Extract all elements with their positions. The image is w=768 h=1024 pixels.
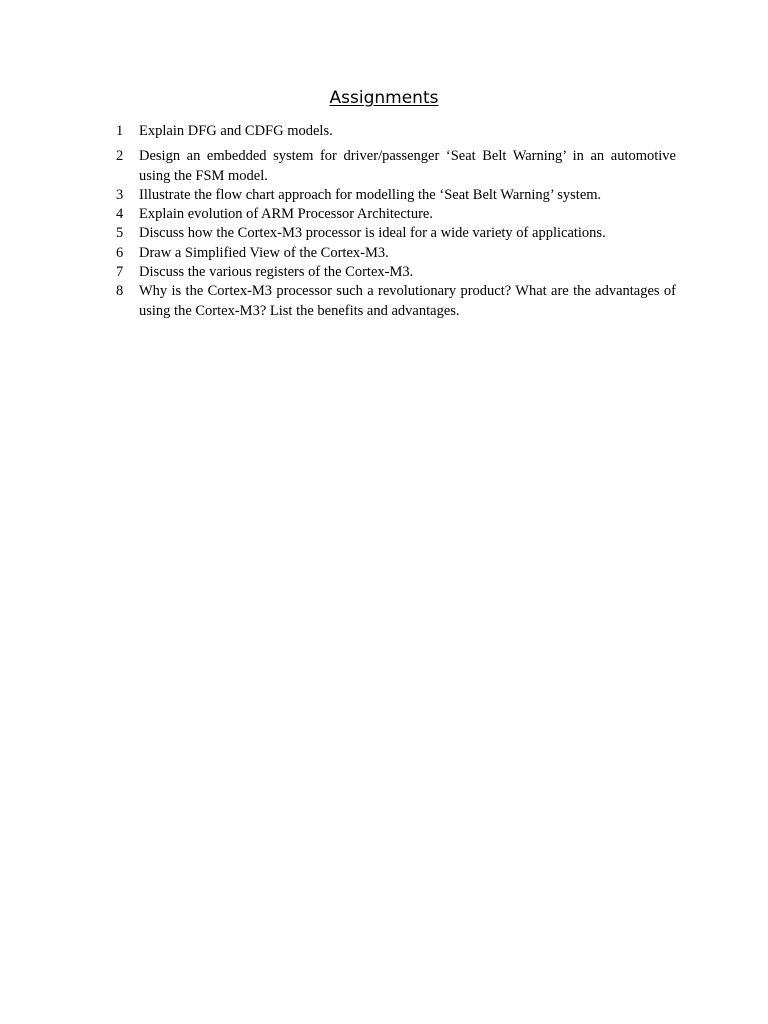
list-item xyxy=(112,224,676,243)
item-number: 1 xyxy=(116,123,124,139)
item-text: Why is the Cortex-M3 processor such a revolutionary product? What are the advantages of using the Cortex-M3? List the benefits and advantages. xyxy=(139,283,676,319)
item-number: 2 xyxy=(116,148,124,165)
item-number: 7 xyxy=(116,264,124,281)
list-item xyxy=(112,244,676,263)
item-number: 5 xyxy=(116,225,124,242)
item-number: 3 xyxy=(116,186,124,203)
item-text: Design an embedded system for driver/passenger ‘Seat Belt Warning’ in an automotive using the FSM model. xyxy=(139,148,676,184)
item-text: Explain DFG and CDFG models. xyxy=(139,123,333,139)
list-item xyxy=(112,205,676,224)
item-text: Discuss the various registers of the Cortex-M3. xyxy=(139,264,414,281)
list-item xyxy=(112,186,676,205)
item-text: Illustrate the flow chart approach for modelling the ‘Seat Belt Warning’ system. xyxy=(139,186,602,203)
item-text: Discuss how the Cortex-M3 processor is ideal for a wide variety of applications. xyxy=(139,225,606,242)
list-item xyxy=(112,282,676,321)
item-number: 4 xyxy=(116,206,124,223)
item-text: Draw a Simplified View of the Cortex-M3. xyxy=(139,244,389,261)
list-item xyxy=(112,122,676,141)
assignment-list xyxy=(112,122,676,321)
item-number: 6 xyxy=(116,244,124,261)
list-item xyxy=(112,147,676,186)
list-item xyxy=(112,263,676,282)
item-text: Explain evolution of ARM Processor Architecture. xyxy=(139,206,433,223)
item-number: 8 xyxy=(116,283,124,300)
page-title: Assignments xyxy=(329,88,439,108)
